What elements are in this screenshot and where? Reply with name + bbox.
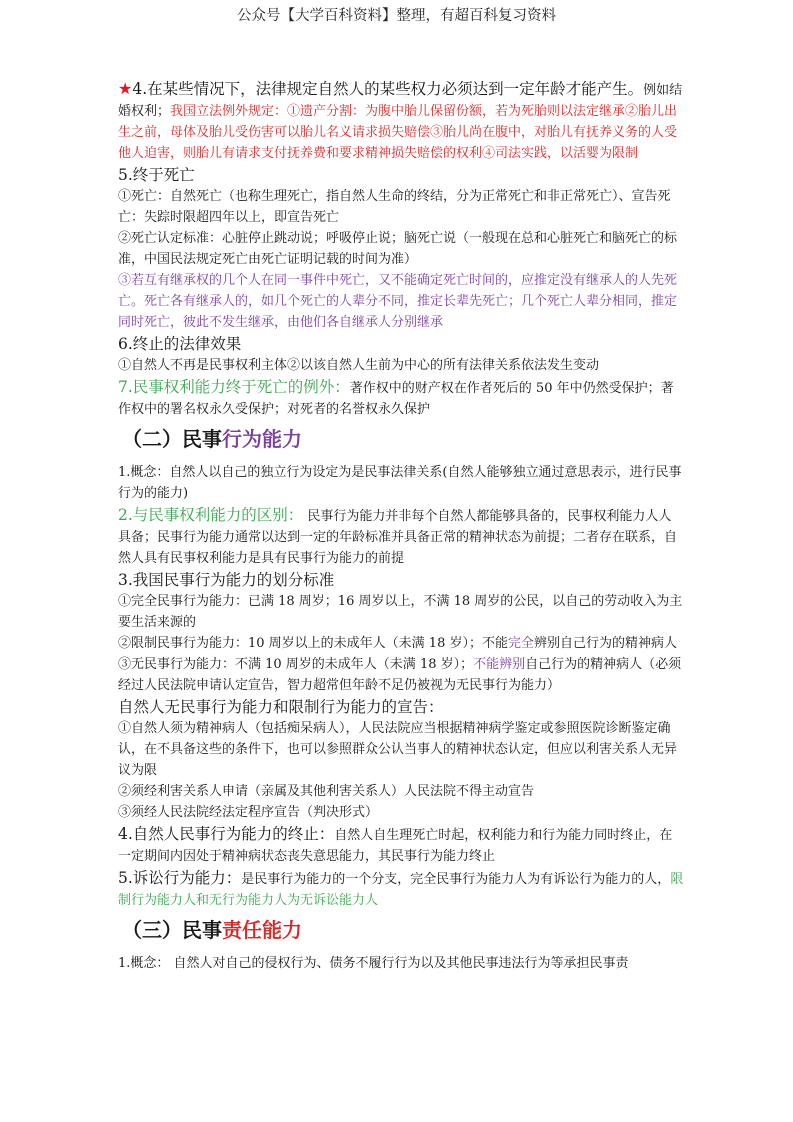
item-standard-title: 3.我国民事行为能力的划分标准 <box>118 571 335 589</box>
heading-highlight: 行为能力 <box>222 427 302 451</box>
item-no-capacity <box>118 654 684 696</box>
page-header: 公众号【大学百科资料】整理，有超百科复习资料 <box>237 8 556 24</box>
limited-highlight: 完全 <box>507 636 534 651</box>
section-4-example: 例如结婚权利； <box>118 83 683 119</box>
section-5-death-types: ①死亡：自然死亡（也称生理死亡，指自然人生命的终结，分为正常死亡和非正常死亡）、宣告死亡：失踪时限超四年以上，即宣告死亡 <box>118 189 671 225</box>
declaration-title: 自然人无民事行为能力和限制行为能力的宣告： <box>118 698 444 716</box>
section-6-effects: ①自然人不再是民事权利主体②以该自然人生前为中心的所有法律关系依法发生变动 <box>118 358 600 373</box>
heading-prefix: （二）民事 <box>122 427 222 451</box>
termination-lead: 4.自然人民事行为能力的终止： <box>118 825 335 843</box>
litigation-highlight: 限制行为能力人和无行为能力人为无诉讼能力人 <box>118 872 684 908</box>
litigation-lead: 5.诉讼行为能力： <box>118 869 242 887</box>
declaration-item-1: ①自然人须为精神病人（包括痴呆病人），人民法院应当根据精神病学鉴定或参照医院诊断鉴定确认，在不具备这些的条件下，也可以参照群众公认当事人的精神状态认定，但应以利害关系人无异议为限 <box>118 721 678 778</box>
section-7 <box>118 376 684 420</box>
limited-text-a: ②限制民事行为能力：10 周岁以上的未成年人（未满 18 岁）；不能 <box>118 636 508 651</box>
section-5-title: 5.终于死亡 <box>118 166 195 184</box>
heading-liability-capacity <box>122 917 684 943</box>
document-body <box>118 78 684 974</box>
section-4-exceptions: 我国立法例外规定：①遗产分割：为腹中胎儿保留份额，若为死胎则以法定继承②胎儿出生之前，母体及胎儿受伤害可以胎儿名义请求损失赔偿③胎儿尚在腹中，对胎儿有抚养义务的人受他人迫害，则胎儿有请求支付抚养费和要求精神损失赔偿的权利④司法实践，以活婴为限制 <box>118 104 678 161</box>
item-limited-capacity <box>118 633 684 654</box>
heading-capacity-for-conduct <box>122 426 684 452</box>
item-concept: 1.概念：自然人以自己的独立行为设定为是民事法律关系(自然人能够独立通过意思表示，进行民事行为的能力) <box>118 465 682 501</box>
section-7-text: 著作权中的财产权在作者死后的 50 年中仍然受保护；著作权中的署名权永久受保护；对死者的名誉权永久保护 <box>118 381 674 417</box>
heading-prefix: （三）民事 <box>122 918 222 942</box>
item-difference-lead: 2.与民事权利能力的区别： <box>118 506 304 524</box>
no-capacity-highlight: 不能辨别 <box>473 657 526 672</box>
litigation-text: 是民事行为能力的一个分支，完全民事行为能力人为有诉讼行为能力的人， <box>241 872 671 887</box>
section-4-lead: 4.在某些情况下，法律规定自然人的某些权力必须达到一定年龄才能产生。 <box>132 80 644 98</box>
heading-highlight: 责任能力 <box>222 918 302 942</box>
no-capacity-text-c: 自己行为的精神病人（必须经过人民法院申请认定宣告，智力超常但年龄不足仍被视为无民事行为能力） <box>118 657 682 693</box>
section-5-death-standard: ②死亡认定标准：心脏停止跳动说；呼吸停止说；脑死亡说（一般现在总和心脏死亡和脑死亡的标准，中国民法规定死亡由死亡证明记载的时间为准） <box>118 231 678 267</box>
liability-concept: 1.概念： 自然人对自己的侵权行为、债务不履行行为以及其他民事违法行为等承担民事责 <box>118 956 629 971</box>
termination-text: 自然人自生理死亡时起，权利能力和行为能力同时终止，在一定期间内因处于精神病状态丧失意思能力，其民事行为能力终止 <box>118 828 673 864</box>
declaration-item-3: ③须经人民法院经法定程序宣告（判决形式） <box>118 805 379 820</box>
no-capacity-text-a: ③无民事行为能力：不满 10 周岁的未成年人（未满 18 岁）； <box>118 657 474 672</box>
declaration-item-2: ②须经利害关系人申请（亲属及其他利害关系人）人民法院不得主动宣告 <box>118 784 535 799</box>
section-7-lead: 7.民事权利能力终于死亡的例外： <box>118 378 350 396</box>
item-difference <box>118 504 684 569</box>
section-4 <box>118 78 684 164</box>
item-litigation-capacity <box>118 867 684 911</box>
section-5-presumption: ③若互有继承权的几个人在同一事件中死亡，又不能确定死亡时间的，应推定没有继承人的人先死亡。死亡各有继承人的，如几个死亡的人辈分不同，推定长辈先死亡；几个死亡人辈分相同，推定同时死亡，彼此不发生继承，由他们各自继承人分别继承 <box>118 273 678 330</box>
section-6-title: 6.终止的法律效果 <box>118 335 242 353</box>
item-full-capacity: ①完全民事行为能力：已满 18 周岁；16 周岁以上，不满 18 周岁的公民，以自己的劳动收入为主要生活来源的 <box>118 594 683 630</box>
star-icon: ★ <box>118 79 133 98</box>
item-difference-text: 民事行为能力并非每个自然人都能够具备的，民事权利能力人人具备；民事行为能力通常以达到一定的年龄标准并具备正常的精神状态为前提；二者存在联系，自然人具有民事权利能力是具有民事行为能力的前提 <box>118 509 678 566</box>
item-termination <box>118 823 684 867</box>
limited-text-c: 辨别自己行为的精神病人 <box>534 636 678 651</box>
